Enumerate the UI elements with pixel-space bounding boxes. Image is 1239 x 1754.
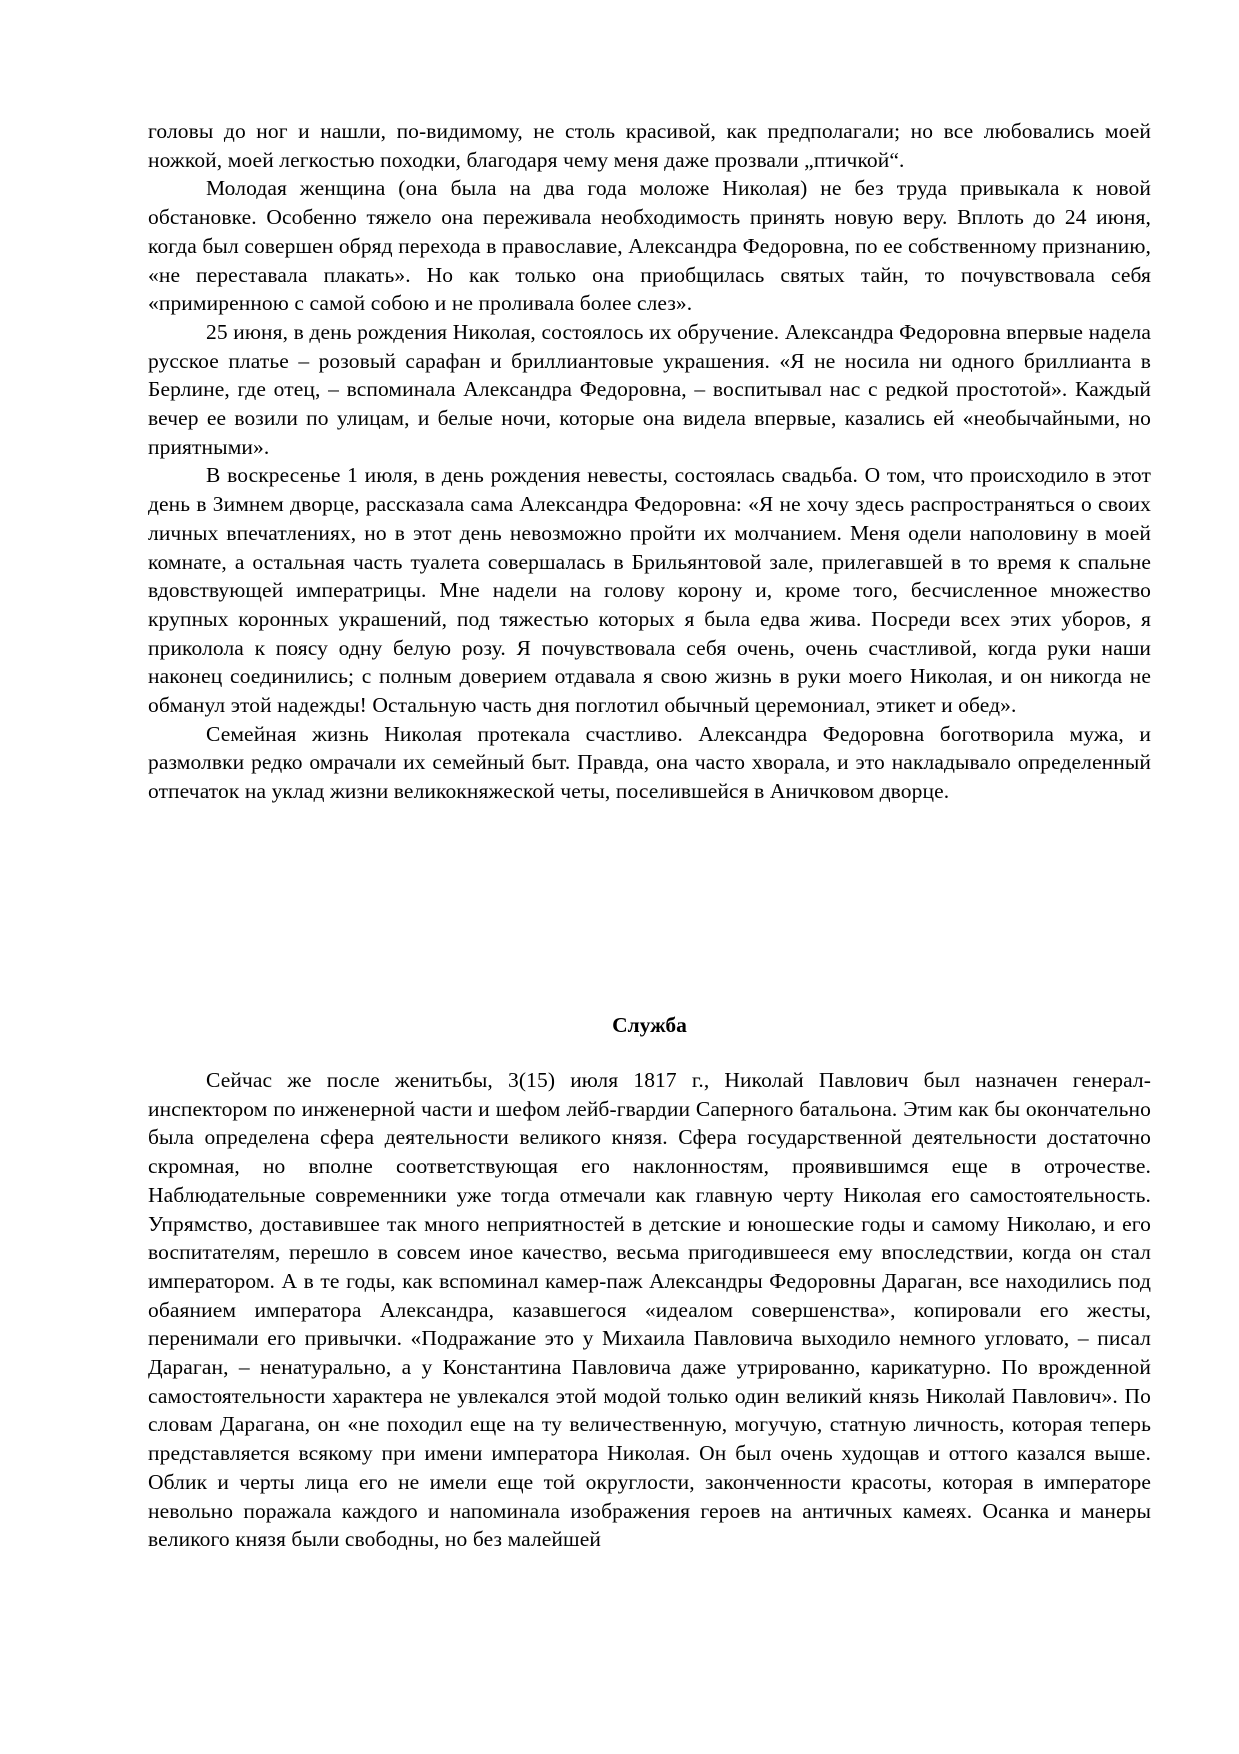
paragraph: 25 июня, в день рождения Николая, состоялось их обручение. Александра Федоровна впервые надела русское платье – розовый сарафан и бриллиантовые украшения. «Я не носила ни одного бриллианта в Берлине, где отец, – вспоминала Александра Федоровна, – воспитывал нас с редкой простотой». Каждый вечер ее возили по улицам, и белые ночи, которые она видела впервые, казались ей «необычайными, но приятными».: [148, 319, 1151, 459]
paragraph-continuation: головы до ног и нашли, по-видимому, не столь красивой, как предполагали; но все любовались моей ножкой, моей легкостью походки, благодаря чему меня даже прозвали „птичкой“.: [148, 119, 1151, 172]
body-text-top: [148, 117, 1151, 806]
paragraph: Семейная жизнь Николая протекала счастливо. Александра Федоровна боготворила мужа, и размолвки редко омрачали их семейный быт. Правда, она часто хворала, и это накладывало определенный отпечаток на уклад жизни великокняжеской четы, поселившейся в Аничковом дворце.: [148, 721, 1151, 804]
paragraph: В воскресенье 1 июля, в день рождения невесты, состоялась свадьба. О том, что происходило в этот день в Зимнем дворце, рассказала сама Александра Федоровна: «Я не хочу здесь распространяться о своих личных впечатлениях, но в этот день невозможно пройти их молчанием. Меня одели наполовину в моей комнате, а остальная часть туалета совершалась в Брильянтовой зале, прилегавшей в то время к спальне вдовствующей императрицы. Мне надели на голову корону и, кроме того, бесчисленное множество крупных коронных украшений, под тяжестью которых я была едва жива. Посреди всех этих уборов, я приколола к поясу одну белую розу. Я почувствовала себя очень, очень счастливой, когда руки наши наконец соединились; с полным доверием отдавала я свою жизнь в руки моего Николая, и он никогда не обманул этой надежды! Остальную часть дня поглотил обычный церемониал, этикет и обед».: [148, 463, 1151, 718]
section-heading: Служба: [612, 1013, 687, 1037]
paragraph: Молодая женщина (она была на два года моложе Николая) не без труда привыкала к новой обстановке. Особенно тяжело она переживала необходимость принять новую веру. Вплоть до 24 июня, когда был совершен обряд перехода в православие, Александра Федоровна, по ее собственному признанию, «не переставала плакать». Но как только она приобщилась святых тайн, то почувствовала себя «примиренною с самой собою и не проливала более слез».: [148, 176, 1151, 316]
paragraph: Сейчас же после женитьбы, 3(15) июля 1817 г., Николай Павлович был назначен генерал-инспектором по инженерной части и шефом лейб-гвардии Саперного батальона. Этим как бы окончательно была определена сфера деятельности великого князя. Сфера государственной деятельности достаточно скромная, но вполне соответствующая его наклонностям, проявившимся еще в отрочестве. Наблюдательные современники уже тогда отмечали как главную черту Николая его самостоятельность. Упрямство, доставившее так много неприятностей в детские и юношеские годы и самому Николаю, и его воспитателям, перешло в совсем иное качество, весьма пригодившееся ему впоследствии, когда он стал императором. А в те годы, как вспоминал камер-паж Александры Федоровны Дараган, все находились под обаянием императора Александра, казавшегося «идеалом совершенства», копировали его жесты, перенимали его привычки. «Подражание это у Михаила Павловича выходило немного угловато, – писал Дараган, – ненатурально, а у Константина Павловича даже утрированно, карикатурно. По врожденной самостоятельности характера не увлекался этой модой только один великий князь Николай Павлович». По словам Дарагана, он «не походил еще на ту величественную, могучую, статную личность, которая теперь представляется всякому при имени императора Николая. Он был очень худощав и оттого казался выше. Облик и черты лица его не имели еще той округлости, законченности красоты, которая в императоре невольно поражала каждого и напоминала изображения героев на античных камеях. Осанка и манеры великого князя были свободны, но без малейшей: [148, 1068, 1151, 1552]
body-text-bottom: [148, 1066, 1151, 1554]
